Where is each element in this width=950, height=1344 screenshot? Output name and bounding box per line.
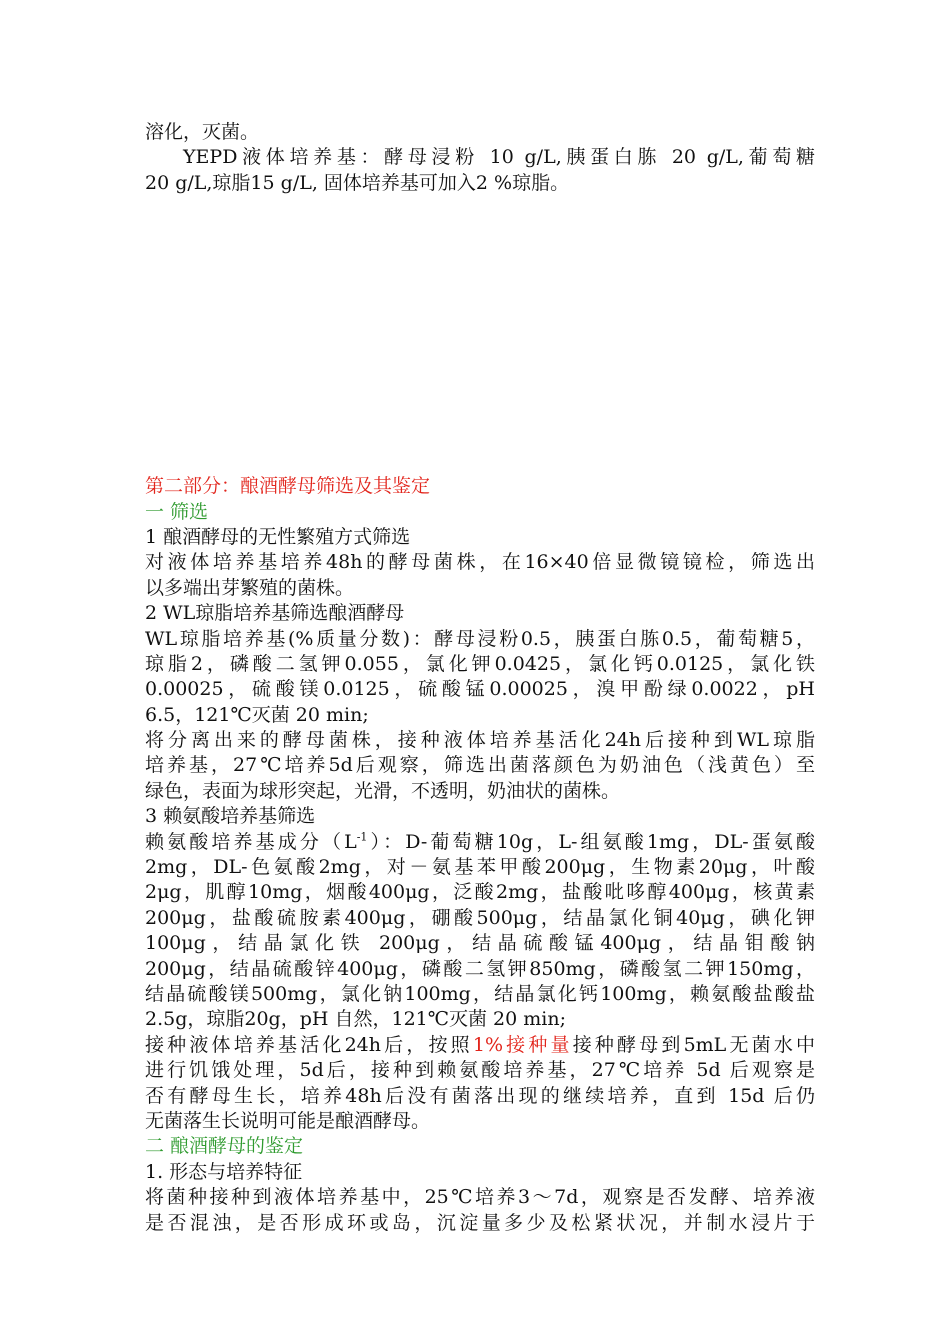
paragraph-line: 无菌落生长说明可能是酿酒酵母。 xyxy=(145,1109,431,1132)
part-title: 第二部分：酿酒酵母筛选及其鉴定 xyxy=(145,475,431,498)
paragraph-line: WL琼脂培养基(%质量分数)：酵母浸粉0.5，胰蛋白胨0.5，葡萄糖5， xyxy=(145,627,815,650)
composition-line xyxy=(145,830,815,855)
paragraph-line: 培养基，27℃培养5d后观察，筛选出菌落颜色为奶油色（浅黄色）至 xyxy=(145,754,815,777)
paragraph-line: 结晶硫酸镁500mg，氯化钠100mg，结晶氯化钙100mg，赖氨酸盐酸盐 xyxy=(145,982,815,1005)
paragraph-line: 对液体培养基培养48h的酵母菌株，在16×40倍显微镜镜检，筛选出 xyxy=(145,551,815,574)
blank-gap xyxy=(145,196,815,474)
paragraph-line: 0.00025，硫酸镁0.0125，硫酸锰0.00025，溴甲酚绿0.0022，pH xyxy=(145,678,815,701)
paragraph-line: 琼脂2，磷酸二氢钾0.055，氯化钾0.0425，氯化钙0.0125，氯化铁 xyxy=(145,652,815,675)
text-run: 赖氨酸培养基成分（L xyxy=(145,830,357,853)
section-heading-identification: 二 酿酒酵母的鉴定 xyxy=(145,1135,304,1158)
subheading: 1 酿酒酵母的无性繁殖方式筛选 xyxy=(145,525,411,548)
text-run: 接种液体培养基活化24h后，按照 xyxy=(145,1033,473,1056)
paragraph-line: 200μg，结晶硫酸锌400μg，磷酸二氢钾850mg，磷酸氢二钾150mg， xyxy=(145,957,815,980)
text-run: ）：D-葡萄糖10g，L-组氨酸1mg，DL-蛋氨酸 xyxy=(367,830,815,853)
paragraph-line: 将菌种接种到液体培养基中，25℃培养3～7d，观察是否发酵、培养液 xyxy=(145,1186,815,1209)
subheading: 2 WL琼脂培养基筛选酿酒酵母 xyxy=(145,602,405,625)
paragraph-line: 否有酵母生长，培养48h后没有菌落出现的继续培养，直到 15d 后仍 xyxy=(145,1084,815,1107)
paragraph-line: 2.5g，琼脂20g，pH 自然，121℃灭菌 20 min; xyxy=(145,1008,566,1031)
paragraph-line: 是否混浊，是否形成环或岛，沉淀量多少及松紧状况，并制水浸片于 xyxy=(145,1211,815,1234)
text-run: 接种酵母到5mL无菌水中 xyxy=(572,1033,815,1056)
paragraph-line: 以多端出芽繁殖的菌株。 xyxy=(145,576,355,599)
section-heading-screening: 一 筛选 xyxy=(145,500,209,523)
paragraph-line: 2mg，DL-色氨酸2mg，对－氨基苯甲酸200μg，生物素20μg，叶酸 xyxy=(145,856,815,879)
highlight-text: 1%接种量 xyxy=(472,1033,573,1056)
paragraph-line: 200μg，盐酸硫胺素400μg，硼酸500μg，结晶氯化铜40μg，碘化钾 xyxy=(145,906,815,929)
text-line: 溶化，灭菌。 xyxy=(145,121,260,143)
paragraph-line: 将分离出来的酵母菌株，接种液体培养基活化24h后接种到WL琼脂 xyxy=(145,729,815,752)
paragraph-line: 6.5，121℃灭菌 20 min; xyxy=(145,703,369,726)
subheading: 3 赖氨酸培养基筛选 xyxy=(145,805,316,828)
subheading: 1. 形态与培养特征 xyxy=(145,1160,303,1183)
text-line: 20 g/L,琼脂15 g/L, 固体培养基可加入2 %琼脂。 xyxy=(145,171,570,194)
inoculation-line xyxy=(145,1033,815,1058)
paragraph-line: 进行饥饿处理，5d后，接种到赖氨酸培养基，27℃培养 5d 后观察是 xyxy=(145,1059,815,1082)
paragraph-line: 100μg，结晶氯化铁 200μg，结晶硫酸锰400μg，结晶钼酸钠 xyxy=(145,932,815,955)
document-page xyxy=(145,120,815,1236)
paragraph-line: 绿色，表面为球形突起，光滑，不透明，奶油状的菌株。 xyxy=(145,779,621,802)
yepd-line: YEPD液体培养基：酵母浸粉 10 g/L,胰蛋白胨 20 g/L,葡萄糖 xyxy=(183,146,815,169)
paragraph-line: 2μg，肌醇10mg，烟酸400μg，泛酸2mg，盐酸吡哆醇400μg，核黄素 xyxy=(145,881,815,904)
superscript: -1 xyxy=(356,830,368,844)
